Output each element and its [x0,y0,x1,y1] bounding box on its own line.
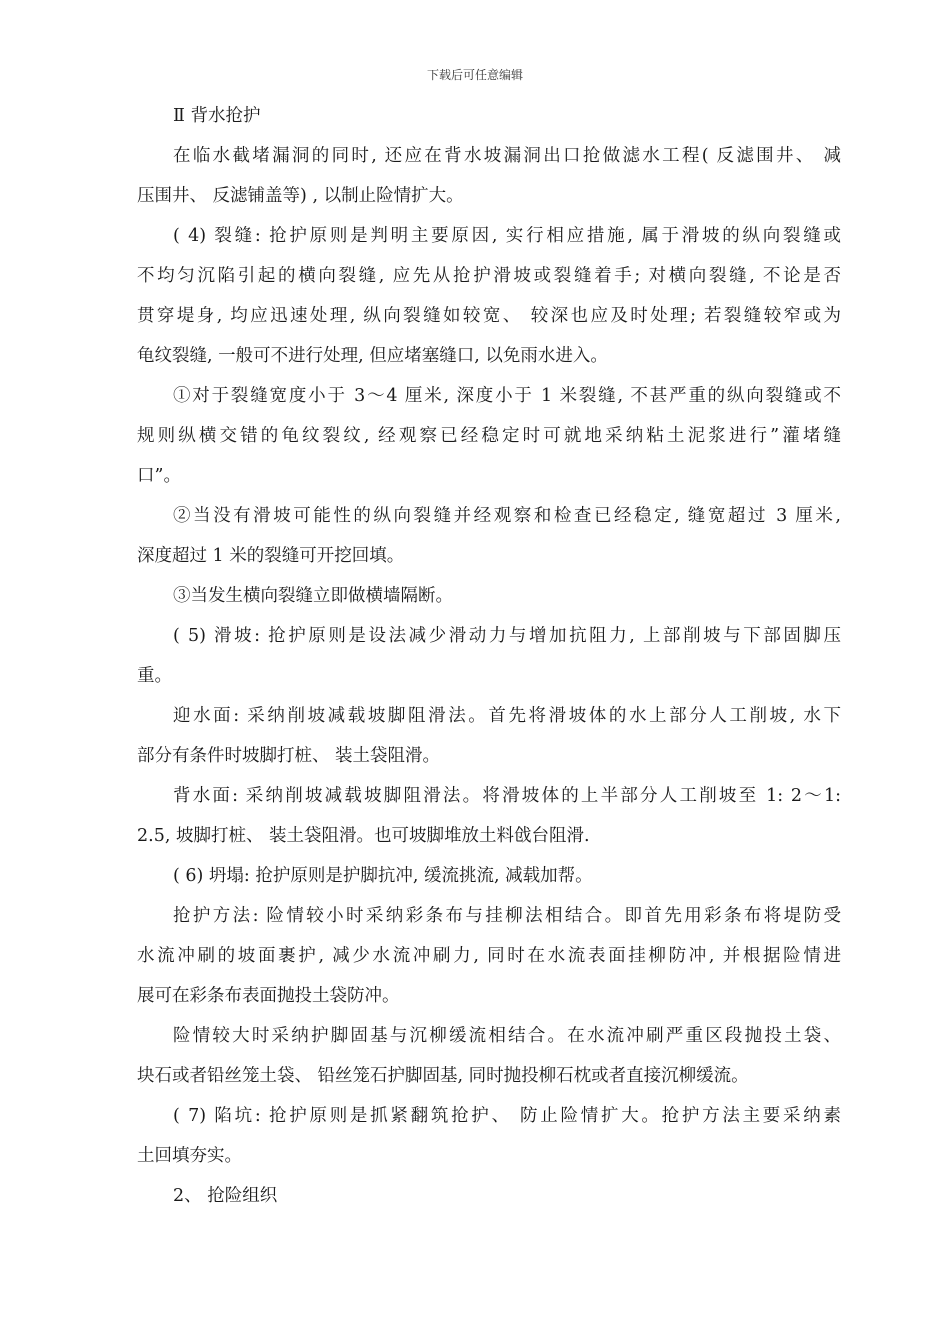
text-line: 块石或者铅丝笼土袋、 铅丝笼石护脚固基, 同时抛投柳石枕或者直接沉柳缓流。 [137,1066,749,1086]
text-line: 水流冲刷的坡面裹护, 减少水流冲刷力, 同时在水流表面挂柳防冲, 并根据险情进 [137,946,841,966]
text-line: 迎水面: 采纳削坡减载坡脚阻滑法。首先将滑坡体的水上部分人工削坡, 水下 [173,706,841,726]
text-line: 贯穿堤身, 均应迅速处理, 纵向裂缝如较宽、 较深也应及时处理; 若裂缝较窄或为 [137,306,841,326]
text-line: 深度超过 1 米的裂缝可开挖回填。 [137,546,405,566]
text-line: 2.5, 坡脚打桩、 装土袋阻滑。也可坡脚堆放土料戗台阻滑. [137,826,590,846]
paragraph [137,496,841,576]
text-line: ( 6) 坍塌: 抢护原则是护脚抗冲, 缓流挑流, 减载加帮。 [173,866,593,886]
paragraph [137,856,841,896]
text-line: ③当发生横向裂缝立即做横墙隔断。 [173,586,453,606]
paragraph [137,216,841,376]
text-line: 土回填夯实。 [137,1146,242,1166]
text-line: 部分有条件时坡脚打桩、 装土袋阻滑。 [137,746,441,766]
text-line: ②当没有滑坡可能性的纵向裂缝并经观察和检查已经稳定, 缝宽超过 3 厘米, [173,506,841,526]
text-line: 不均匀沉陷引起的横向裂缝, 应先从抢护滑坡或裂缝着手; 对横向裂缝, 不论是否 [137,266,841,286]
paragraph [137,776,841,856]
section-heading [137,1176,841,1216]
paragraph [137,376,841,496]
text-line: 2、 抢险组织 [173,1186,278,1206]
page-header: 下载后可任意编辑 [426,68,523,82]
text-line: 在临水截堵漏洞的同时, 还应在背水坡漏洞出口抢做滤水工程( 反滤围井、 减 [173,146,841,166]
text-line: 背水面: 采纳削坡减载坡脚阻滑法。将滑坡体的上半部分人工削坡至 1: 2～1: [173,786,841,806]
paragraph [137,1096,841,1176]
paragraph [137,576,841,616]
paragraph [137,1016,841,1096]
text-line: 展可在彩条布表面抛投土袋防冲。 [137,986,400,1006]
text-line: 规则纵横交错的龟纹裂纹, 经观察已经稳定时可就地采纳粘土泥浆进行”灌堵缝 [137,426,841,446]
text-line: ①对于裂缝宽度小于 3～4 厘米, 深度小于 1 米裂缝, 不甚严重的纵向裂缝或不 [173,386,841,406]
section-heading [137,96,841,136]
text-line: 压围井、 反滤铺盖等) , 以制止险情扩大。 [137,186,464,206]
paragraph [137,896,841,1016]
text-line: Ⅱ 背水抢护 [173,106,261,126]
text-line: 险情较大时采纳护脚固基与沉柳缓流相结合。在水流冲刷严重区段抛投土袋、 [173,1026,841,1046]
text-line: ( 5) 滑坡: 抢护原则是设法减少滑动力与增加抗阻力, 上部削坡与下部固脚压 [173,626,841,646]
text-line: ( 7) 陷坑: 抢护原则是抓紧翻筑抢护、 防止险情扩大。抢护方法主要采纳素 [173,1106,841,1126]
paragraph [137,136,841,216]
text-line: 口”。 [137,466,181,486]
paragraph [137,616,841,696]
paragraph [137,696,841,776]
text-line: ( 4) 裂缝: 抢护原则是判明主要原因, 实行相应措施, 属于滑坡的纵向裂缝或 [173,226,841,246]
text-line: 抢护方法: 险情较小时采纳彩条布与挂柳法相结合。即首先用彩条布将堤防受 [173,906,841,926]
document-body [137,96,841,1216]
text-line: 龟纹裂缝, 一般可不进行处理, 但应堵塞缝口, 以免雨水进入。 [137,346,608,366]
text-line: 重。 [137,666,172,686]
